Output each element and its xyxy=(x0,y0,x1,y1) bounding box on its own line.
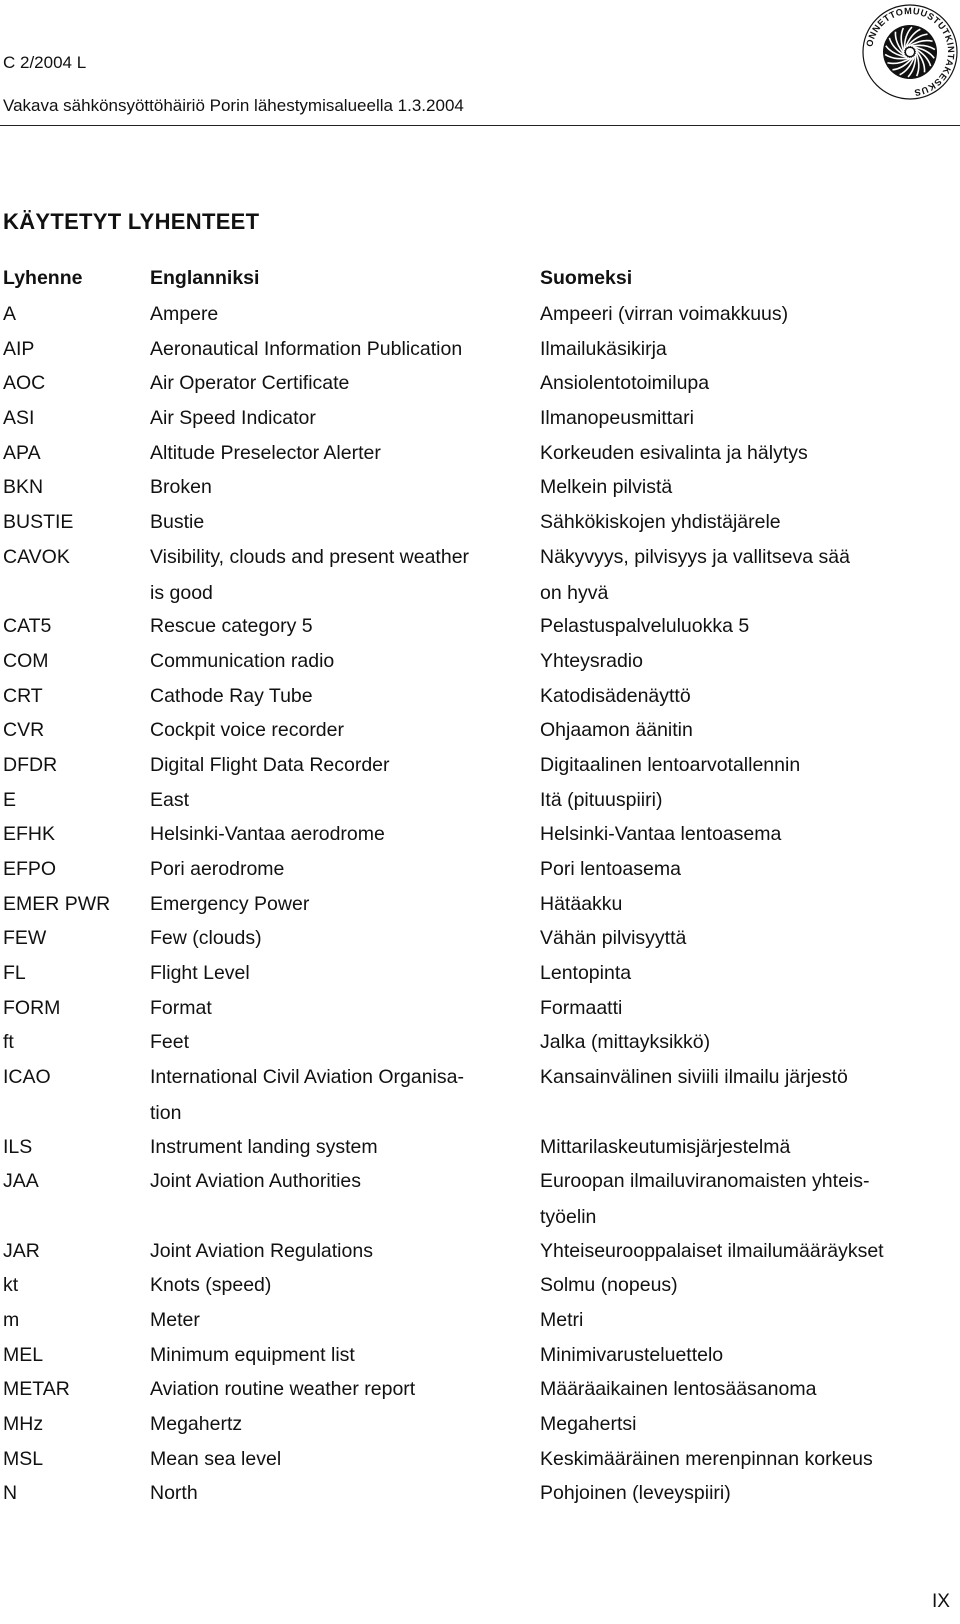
finnish-cell xyxy=(540,469,960,505)
table-row xyxy=(3,782,953,817)
english-cell xyxy=(150,851,520,887)
finnish-cell-line: Keskimääräinen merenpinnan korkeus xyxy=(540,1447,873,1470)
english-cell-line: Megahertz xyxy=(150,1413,243,1436)
english-cell-line: East xyxy=(150,788,190,811)
abbreviation-cell: E xyxy=(3,788,17,811)
finnish-cell xyxy=(540,435,960,471)
finnish-cell xyxy=(540,400,960,436)
table-header-row xyxy=(3,260,953,296)
abbreviation-cell: CAVOK xyxy=(3,545,70,568)
abbreviation-cell: N xyxy=(3,1482,18,1505)
abbreviation-cell: AOC xyxy=(3,372,46,395)
table-row xyxy=(3,643,953,678)
english-cell xyxy=(150,1302,520,1338)
abbreviation-cell: kt xyxy=(3,1274,19,1297)
finnish-cell-line: Katodisädenäyttö xyxy=(540,684,691,707)
table-row xyxy=(3,539,953,608)
finnish-cell-line: Kansainvälinen siviili ilmailu järjestö xyxy=(540,1066,848,1089)
document-code: C 2/2004 L xyxy=(3,53,87,72)
finnish-cell xyxy=(540,851,960,887)
finnish-cell xyxy=(540,678,960,714)
abbreviation-cell: APA xyxy=(3,441,41,464)
table-row xyxy=(3,886,953,921)
english-cell xyxy=(150,1024,520,1060)
english-cell xyxy=(150,1337,520,1373)
english-cell xyxy=(150,678,520,714)
english-cell-line: Broken xyxy=(150,476,212,499)
table-row xyxy=(3,296,953,331)
abbreviation-cell: FEW xyxy=(3,927,47,950)
abbreviation-cell: BUSTIE xyxy=(3,511,74,534)
finnish-cell-line: Pohjoinen (leveyspiiri) xyxy=(540,1482,731,1505)
finnish-cell-line: Ilmanopeusmittari xyxy=(540,407,694,430)
abbreviation-cell: m xyxy=(3,1308,20,1331)
header-rule xyxy=(0,125,960,126)
finnish-cell-line: Helsinki-Vantaa lentoasema xyxy=(540,823,782,846)
table-row xyxy=(3,678,953,713)
english-cell xyxy=(150,608,520,644)
english-cell-line: Mean sea level xyxy=(150,1447,282,1470)
finnish-cell-line: Pori lentoasema xyxy=(540,858,681,881)
finnish-cell-line: Ohjaamon äänitin xyxy=(540,719,693,742)
abbreviation-cell: CAT5 xyxy=(3,615,52,638)
finnish-cell xyxy=(540,1059,960,1095)
abbreviation-cell: COM xyxy=(3,649,49,672)
finnish-cell-line: on hyvä xyxy=(540,581,609,604)
finnish-cell-line: Digitaalinen lentoarvotallennin xyxy=(540,753,801,776)
finnish-cell xyxy=(540,1129,960,1165)
abbreviation-cell: JAR xyxy=(3,1239,40,1262)
finnish-cell xyxy=(540,955,960,991)
english-cell-line: Feet xyxy=(150,1031,190,1054)
table-row xyxy=(3,400,953,435)
table-row xyxy=(3,1233,953,1268)
english-cell-line: Minimum equipment list xyxy=(150,1343,355,1366)
english-cell-line: Bustie xyxy=(150,511,205,534)
english-cell xyxy=(150,469,520,505)
finnish-cell xyxy=(540,990,960,1026)
english-cell xyxy=(150,1371,520,1407)
english-cell xyxy=(150,712,520,748)
english-cell-line: Aviation routine weather report xyxy=(150,1378,416,1401)
finnish-cell-line: Pelastuspalveluluokka 5 xyxy=(540,615,750,638)
abbreviations-table xyxy=(3,260,953,1510)
finnish-cell-line: Hätäakku xyxy=(540,892,623,915)
table-row xyxy=(3,1267,953,1302)
finnish-cell-line: Itä (pituuspiiri) xyxy=(540,788,663,811)
finnish-cell xyxy=(540,504,960,540)
finnish-cell-line: Yhteiseurooppalaiset ilmailumääräykset xyxy=(540,1239,884,1262)
finnish-cell-line: Euroopan ilmailuviranomaisten yhteis- xyxy=(540,1170,870,1193)
english-cell xyxy=(150,920,520,956)
column-header-abbreviation: Lyhenne xyxy=(3,267,83,289)
finnish-cell-line: Korkeuden esivalinta ja hälytys xyxy=(540,441,808,464)
table-row xyxy=(3,1302,953,1337)
abbreviation-cell: JAA xyxy=(3,1170,39,1193)
table-row xyxy=(3,1024,953,1059)
abbreviation-cell: MSL xyxy=(3,1447,44,1470)
finnish-cell xyxy=(540,886,960,922)
abbreviation-cell: EFHK xyxy=(3,823,56,846)
table-row xyxy=(3,1129,953,1164)
table-row xyxy=(3,1163,953,1232)
table-row xyxy=(3,920,953,955)
finnish-cell-line: Vähän pilvisyyttä xyxy=(540,927,687,950)
finnish-cell-line: Minimivarusteluettelo xyxy=(540,1343,724,1366)
table-row xyxy=(3,1475,953,1510)
english-cell-line: Rescue category 5 xyxy=(150,615,313,638)
finnish-cell xyxy=(540,1406,960,1442)
abbreviation-cell: DFDR xyxy=(3,753,58,776)
abbreviation-cell: CRT xyxy=(3,684,43,707)
column-header-finnish: Suomeksi xyxy=(540,267,633,289)
finnish-cell-line: työelin xyxy=(540,1206,597,1229)
abbreviation-cell: FL xyxy=(3,962,26,985)
table-row xyxy=(3,747,953,782)
abbreviation-cell: BKN xyxy=(3,476,44,499)
finnish-cell xyxy=(540,712,960,748)
english-cell-line: Flight Level xyxy=(150,962,250,985)
english-cell-line: Knots (speed) xyxy=(150,1274,272,1297)
table-row xyxy=(3,365,953,400)
finnish-cell-line: Yhteysradio xyxy=(540,649,643,672)
table-row xyxy=(3,1406,953,1441)
table-row xyxy=(3,1059,953,1128)
english-cell xyxy=(150,331,520,367)
table-row xyxy=(3,712,953,747)
english-cell xyxy=(150,1233,520,1269)
finnish-cell xyxy=(540,920,960,956)
english-cell-line: Aeronautical Information Publication xyxy=(150,337,463,360)
finnish-cell-line: Melkein pilvistä xyxy=(540,476,673,499)
english-cell-line: Few (clouds) xyxy=(150,927,262,950)
finnish-cell-line: Lentopinta xyxy=(540,962,632,985)
finnish-cell xyxy=(540,1371,960,1407)
english-cell-line: Communication radio xyxy=(150,649,335,672)
english-cell xyxy=(150,1059,520,1131)
english-cell-line: Altitude Preselector Alerter xyxy=(150,441,381,464)
finnish-cell xyxy=(540,296,960,332)
table-body xyxy=(3,296,953,1510)
abbreviation-cell: A xyxy=(3,303,17,325)
english-cell-line: Digital Flight Data Recorder xyxy=(150,753,390,776)
finnish-cell xyxy=(540,1475,960,1511)
finnish-cell xyxy=(540,1024,960,1060)
document-running-title: Vakava sähkönsyöttöhäiriö Porin lähestymisalueella 1.3.2004 xyxy=(3,96,464,115)
finnish-cell xyxy=(540,816,960,852)
column-header-english: Englanniksi xyxy=(150,267,260,289)
abbreviation-cell: ILS xyxy=(3,1135,33,1158)
finnish-cell-line: Ansiolentotoimilupa xyxy=(540,372,710,395)
english-cell-line: Joint Aviation Authorities xyxy=(150,1170,362,1193)
english-cell-line: is good xyxy=(150,581,213,604)
english-cell-line: Air Operator Certificate xyxy=(150,372,350,395)
abbreviation-cell: MEL xyxy=(3,1343,44,1366)
finnish-cell-line: Ampeeri (virran voimakkuus) xyxy=(540,303,789,325)
abbreviation-cell: ft xyxy=(3,1031,14,1054)
english-cell-line: Joint Aviation Regulations xyxy=(150,1239,373,1262)
english-cell xyxy=(150,643,520,679)
onnettomuustutkintakeskus-seal-icon xyxy=(860,2,960,102)
english-cell xyxy=(150,1475,520,1511)
finnish-cell xyxy=(540,1337,960,1373)
finnish-cell xyxy=(540,1233,960,1269)
finnish-cell xyxy=(540,643,960,679)
finnish-cell-line: Megahertsi xyxy=(540,1413,637,1436)
table-row xyxy=(3,331,953,366)
finnish-cell xyxy=(540,1267,960,1303)
english-cell xyxy=(150,1129,520,1165)
abbreviation-cell: FORM xyxy=(3,996,61,1019)
english-cell xyxy=(150,296,520,332)
english-cell xyxy=(150,1406,520,1442)
table-row xyxy=(3,504,953,539)
english-cell xyxy=(150,504,520,540)
english-cell xyxy=(150,955,520,991)
english-cell xyxy=(150,990,520,1026)
table-row xyxy=(3,955,953,990)
english-cell xyxy=(150,1163,520,1199)
finnish-cell-line: Metri xyxy=(540,1308,584,1331)
finnish-cell-line: Jalka (mittayksikkö) xyxy=(540,1031,711,1054)
english-cell-line: Cathode Ray Tube xyxy=(150,684,313,707)
table-row xyxy=(3,990,953,1025)
table-row xyxy=(3,1441,953,1476)
finnish-cell-line: Ilmailukäsikirja xyxy=(540,337,667,360)
english-cell-line: Air Speed Indicator xyxy=(150,407,316,430)
abbreviation-cell: ICAO xyxy=(3,1066,51,1089)
english-cell-line: North xyxy=(150,1482,198,1505)
abbreviation-cell: ASI xyxy=(3,407,35,430)
finnish-cell-line: Näkyvyys, pilvisyys ja vallitseva sää xyxy=(540,545,850,568)
english-cell-line: Ampere xyxy=(150,303,219,325)
english-cell-line: Pori aerodrome xyxy=(150,858,285,881)
table-row xyxy=(3,469,953,504)
table-row xyxy=(3,851,953,886)
english-cell-line: Instrument landing system xyxy=(150,1135,378,1158)
abbreviation-cell: AIP xyxy=(3,337,35,360)
abbreviation-cell: EFPO xyxy=(3,858,57,881)
finnish-cell xyxy=(540,1441,960,1477)
english-cell xyxy=(150,435,520,471)
english-cell xyxy=(150,539,520,611)
abbreviation-cell: MHz xyxy=(3,1413,44,1436)
table-row xyxy=(3,608,953,643)
english-cell-line: Emergency Power xyxy=(150,892,310,915)
english-cell-line: Helsinki-Vantaa aerodrome xyxy=(150,823,385,846)
english-cell-line: tion xyxy=(150,1102,182,1125)
svg-text:ONNETTOMUUSTUTKINTAKESKUS: ONNETTOMUUSTUTKINTAKESKUS xyxy=(864,5,957,98)
english-cell-line: International Civil Aviation Organisa- xyxy=(150,1066,464,1089)
english-cell-line: Visibility, clouds and present weather xyxy=(150,545,470,568)
finnish-cell-line: Mittarilaskeutumisjärjestelmä xyxy=(540,1135,791,1158)
english-cell xyxy=(150,400,520,436)
abbreviation-cell: EMER PWR xyxy=(3,892,111,915)
english-cell xyxy=(150,816,520,852)
finnish-cell-line: Määräaikainen lentosääsanoma xyxy=(540,1378,817,1401)
abbreviation-cell: CVR xyxy=(3,719,45,742)
finnish-cell xyxy=(540,1302,960,1338)
table-row xyxy=(3,435,953,470)
finnish-cell xyxy=(540,782,960,818)
finnish-cell-line: Formaatti xyxy=(540,996,623,1019)
english-cell xyxy=(150,365,520,401)
finnish-cell-line: Solmu (nopeus) xyxy=(540,1274,678,1297)
english-cell xyxy=(150,886,520,922)
table-row xyxy=(3,1371,953,1406)
english-cell xyxy=(150,1441,520,1477)
finnish-cell xyxy=(540,365,960,401)
table-row xyxy=(3,1337,953,1372)
english-cell-line: Format xyxy=(150,996,212,1019)
abbreviation-cell: METAR xyxy=(3,1378,70,1401)
finnish-cell xyxy=(540,747,960,783)
english-cell xyxy=(150,747,520,783)
section-title: KÄYTETYT LYHENTEET xyxy=(3,209,260,234)
finnish-cell xyxy=(540,331,960,367)
page-number: IX xyxy=(932,1591,950,1612)
table-row xyxy=(3,816,953,851)
finnish-cell xyxy=(540,1163,960,1235)
finnish-cell xyxy=(540,539,960,611)
english-cell xyxy=(150,782,520,818)
finnish-cell-line: Sähkökiskojen yhdistäjärele xyxy=(540,511,781,534)
english-cell xyxy=(150,1267,520,1303)
english-cell-line: Cockpit voice recorder xyxy=(150,719,344,742)
finnish-cell xyxy=(540,608,960,644)
english-cell-line: Meter xyxy=(150,1308,200,1331)
